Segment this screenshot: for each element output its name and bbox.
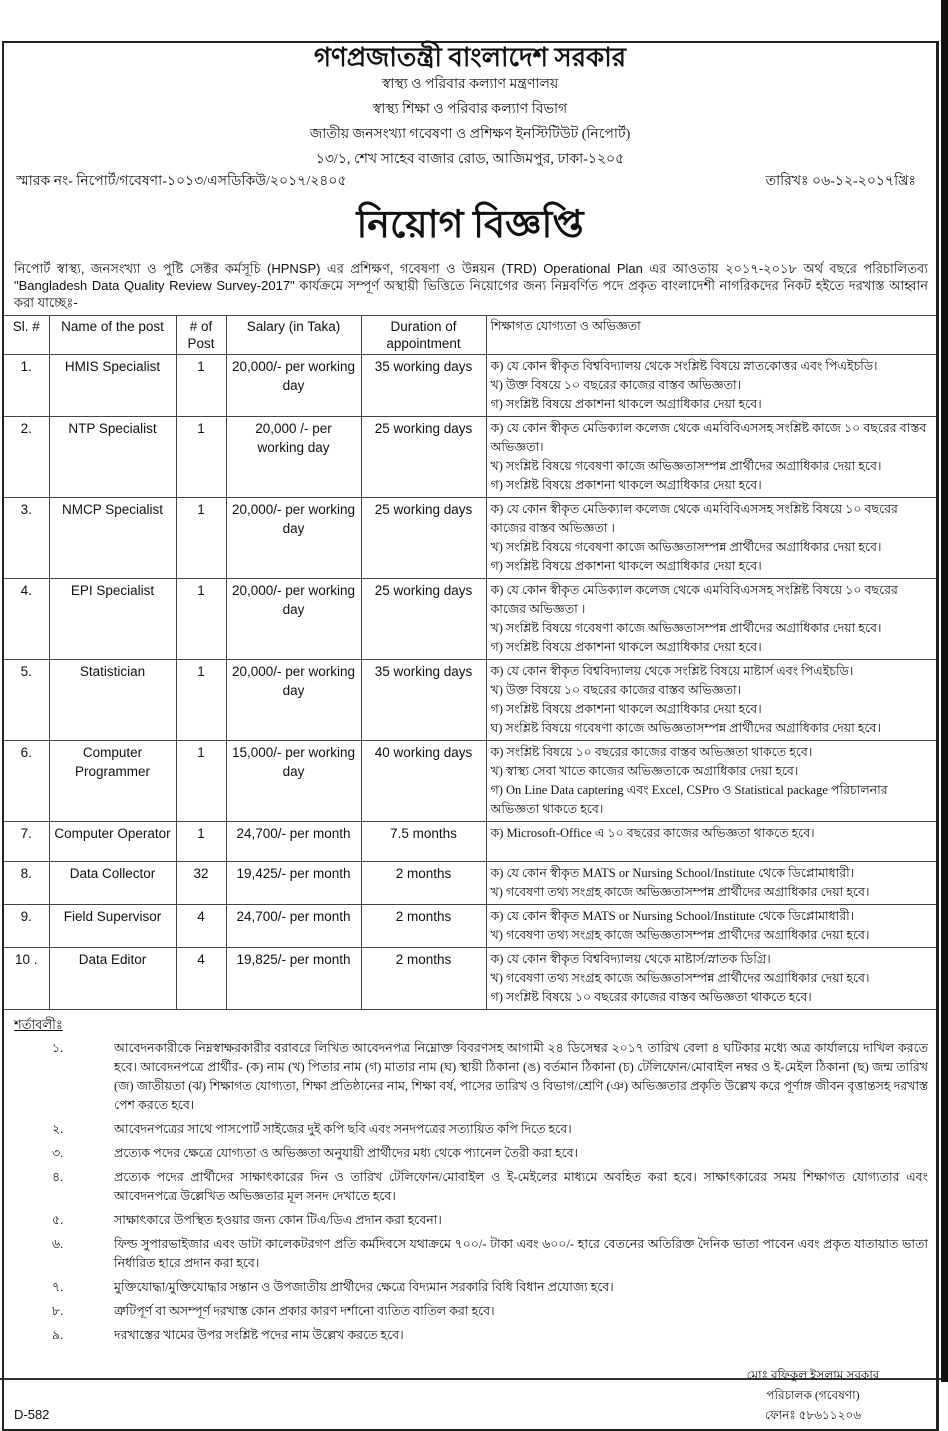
terms-title: শর্তাবলীঃ xyxy=(14,1017,63,1032)
notice-title: নিয়োগ বিজ্ঞপ্তি xyxy=(356,204,584,246)
row-duration: 25 working days xyxy=(361,579,486,660)
table-row xyxy=(4,417,936,498)
row-post: Data Editor xyxy=(49,948,176,1010)
row-sl: 1. xyxy=(4,355,49,417)
row-qualification xyxy=(486,417,936,498)
qualification-line: খ) গবেষণা তথ্য সংগ্রহ কাজে অভিজ্ঞতাসম্পন্ন প্রার্থীদের অগ্রাধিকার দেয়া হবে। xyxy=(490,971,870,985)
term-text: ত্রুটিপূর্ণ বা অসম্পূর্ণ দরখাস্ত কোন প্রকার কারণ দর্শানো ব্যতিত বাতিল করা হবে। xyxy=(114,1304,495,1318)
posts-table xyxy=(4,315,936,1010)
term-number: ৯. xyxy=(52,1328,64,1342)
table-row xyxy=(4,579,936,660)
term-number: ১. xyxy=(52,1041,64,1055)
row-salary: 24,700/- per month xyxy=(226,822,361,862)
table-row xyxy=(4,498,936,579)
signatory-designation: পরিচালক (গবেষণা) xyxy=(766,1388,860,1402)
row-duration: 35 working days xyxy=(361,355,486,417)
row-sl: 7. xyxy=(4,822,49,862)
row-post: Data Collector xyxy=(49,862,176,905)
term-item xyxy=(14,1039,928,1115)
row-count: 4 xyxy=(176,948,226,1010)
row-qualification xyxy=(486,862,936,905)
qualification-line: ক) যে কোন স্বীকৃত মেডিক্যাল কলেজ থেকে এমবিবিএসসহ সংশ্লিষ্ট কাজে ১০ বছরের বাস্তব অভিজ্ঞতা। xyxy=(490,421,927,454)
row-post: Computer Operator xyxy=(49,822,176,862)
qualification-line: ক) সংশ্লিষ্ট বিষয়ে ১০ বছরের কাজের বাস্তব অভিজ্ঞতা থাকতে হবে। xyxy=(490,745,813,759)
row-qualification xyxy=(486,660,936,741)
term-text: আবেদনপত্রের সাথে পাসপোর্ট সাইজের দুই কপি ছবি এবং সনদপত্রের সত্যায়িত কপি দিতে হবে। xyxy=(114,1122,572,1136)
qualification-line: ক) যে কোন স্বীকৃত বিশ্ববিদ্যালয় থেকে মাষ্টার্স/স্নাতক ডিগ্রি। xyxy=(490,952,771,966)
qualification-line: খ) গবেষণা তথ্য সংগ্রহ কাজে অভিজ্ঞতাসম্পন্ন প্রার্থীদের অগ্রাধিকার দেয়া হবে। xyxy=(490,928,870,942)
qualification-line: গ) সংশ্লিষ্ট বিষয়ে প্রকাশনা থাকলে অগ্রাধিকার দেয়া হবে। xyxy=(490,478,762,492)
row-count: 1 xyxy=(176,822,226,862)
row-salary: 19,425/- per month xyxy=(226,862,361,905)
row-count: 1 xyxy=(176,498,226,579)
row-duration: 2 months xyxy=(361,905,486,948)
term-number: ৩. xyxy=(52,1146,64,1160)
document-frame xyxy=(2,41,939,1431)
term-text: প্রত্যেক পদের প্রার্থীদের সাক্ষাৎকারের দিন ও তারিখ টেলিফোন/মোবাইল ও ই-মেইলের মাধ্যমে অবহিত করা হবে। সাক্ষাৎকারের সময় শিক্ষাগত যোগ্যতার এবং আবেদনপত্রে উল্লেখিত অভিজ্ঞতার মূল সনদ দেখাতে হবে। xyxy=(114,1170,928,1203)
qualification-line: গ) সংশ্লিষ্ট বিষয়ে প্রকাশনা থাকলে অগ্রাধিকার দেয়া হবে। xyxy=(490,640,762,654)
government-title: গণপ্রজাতন্ত্রী বাংলাদেশ সরকার xyxy=(313,43,627,72)
row-salary: 20,000/- per working day xyxy=(226,498,361,579)
row-qualification xyxy=(486,579,936,660)
qualification-line: গ) সংশ্লিষ্ট বিষয়ে প্রকাশনা থাকলে অগ্রাধিকার দেয়া হবে। xyxy=(490,397,762,411)
qualification-line: ক) Microsoft-Office এ ১০ বছরের কাজের অভিজ্ঞতা থাকতে হবে। xyxy=(490,826,815,840)
row-salary: 24,700/- per month xyxy=(226,905,361,948)
term-item xyxy=(14,1120,928,1139)
term-text: মুক্তিযোদ্ধা/মুক্তিযোদ্ধার সন্তান ও উপজাতীয় প্রার্থীদের ক্ষেত্রে বিদ্যমান সরকারি বিধি বিধান প্রযোজ্য হবে। xyxy=(114,1280,614,1294)
row-sl: 3. xyxy=(4,498,49,579)
row-count: 1 xyxy=(176,579,226,660)
table-header xyxy=(4,316,936,355)
row-sl: 6. xyxy=(4,741,49,822)
qualification-line: খ) স্বাস্থ্য সেবা খাতে কাজের অভিজ্ঞতাকে অগ্রাধিকার দেয়া হবে। xyxy=(490,764,799,778)
header-duration: Duration of appointment xyxy=(361,316,486,355)
address: ১৩/১, শেখ সাহেব বাজার রোড, আজিমপুর, ঢাকা-১২০৫ xyxy=(315,152,625,167)
qualification-line: ক) যে কোন স্বীকৃত MATS or Nursing School/Institute থেকে ডিপ্লোমাধারী। xyxy=(490,866,855,880)
row-count: 1 xyxy=(176,355,226,417)
term-number: ২. xyxy=(52,1122,64,1136)
row-duration: 40 working days xyxy=(361,741,486,822)
row-count: 32 xyxy=(176,862,226,905)
qualification-line: খ) উক্ত বিষয়ে ১০ বছরের কাজের বাস্তব অভিজ্ঞতা। xyxy=(490,378,742,392)
qualification-line: গ) সংশ্লিষ্ট বিষয়ে ১০ বছরের কাজের বাস্তব অভিজ্ঞতা থাকতে হবে। xyxy=(490,990,812,1004)
footer xyxy=(4,1345,936,1429)
row-qualification xyxy=(486,355,936,417)
row-post: Statistician xyxy=(49,660,176,741)
intro-paragraph: নিপোর্ট স্বাস্থ্য, জনসংখ্যা ও পুষ্টি সেক্টর কর্মসূচি (HPNSP) এর প্রশিক্ষণ, গবেষণা ও উন্নয়ন (TRD) Operational Plan এর আওতায় ২০১৭-২০১৮ অর্থ বছরে পরিচালিতব্য "Bangladesh Data Quality Review Survey-2017" কার্যক্রমে সম্পূর্ণ অস্থায়ী ভিত্তিতে নিয়োগের জন্য নিম্নবর্ণিত পদে প্রকৃত বাংলাদেশী নাগরিকদের নিকট হইতে দরখাস্ত আহ্বান করা যাচ্ছেঃ- xyxy=(14,261,928,310)
header-qualification: শিক্ষাগত যোগ্যতা ও অভিজ্ঞতা xyxy=(486,316,936,355)
term-number: ৭. xyxy=(52,1280,64,1294)
table-row xyxy=(4,741,936,822)
row-post: EPI Specialist xyxy=(49,579,176,660)
row-count: 4 xyxy=(176,905,226,948)
table-row xyxy=(4,355,936,417)
term-item xyxy=(14,1211,928,1230)
term-item xyxy=(14,1278,928,1297)
qualification-line: খ) গবেষণা তথ্য সংগ্রহ কাজে অভিজ্ঞতাসম্পন্ন প্রার্থীদের অগ্রাধিকার দেয়া হবে। xyxy=(490,885,870,899)
table-row xyxy=(4,822,936,862)
row-post: NTP Specialist xyxy=(49,417,176,498)
table-row xyxy=(4,948,936,1010)
row-duration: 25 working days xyxy=(361,417,486,498)
row-salary: 20,000/- per working day xyxy=(226,355,361,417)
terms-section xyxy=(14,1016,928,1345)
qualification-line: গ) On Line Data captering এবং Excel, CSPro ও Statistical package পরিচালনার অভিজ্ঞতা থাকতে হবে। xyxy=(490,783,888,816)
row-duration: 2 months xyxy=(361,948,486,1010)
qualification-line: খ) সংশ্লিষ্ট বিষয়ে গবেষণা কাজে অভিজ্ঞতাসম্পন্ন প্রার্থীদের অগ্রাধিকার দেয়া হবে। xyxy=(490,459,882,473)
term-item xyxy=(14,1235,928,1273)
row-salary: 20,000 /- per working day xyxy=(226,417,361,498)
qualification-line: ক) যে কোন স্বীকৃত মেডিক্যাল কলেজ থেকে এমবিবিএসসহ সংশ্লিষ্ট বিষয়ে ১০ বছরের কাজের বাস্তব অভিজ্ঞতা । xyxy=(490,502,898,535)
row-duration: 7.5 months xyxy=(361,822,486,862)
term-number: ৪. xyxy=(52,1170,64,1184)
row-post: NMCP Specialist xyxy=(49,498,176,579)
term-number: ৬. xyxy=(52,1237,64,1251)
row-sl: 9. xyxy=(4,905,49,948)
reference-row xyxy=(4,172,936,192)
row-salary: 20,000/- per working day xyxy=(226,660,361,741)
row-count: 1 xyxy=(176,417,226,498)
qualification-line: ক) যে কোন স্বীকৃত মেডিক্যাল কলেজ থেকে এমবিবিএসসহ সংশ্লিষ্ট বিষয়ে ১০ বছরের কাজের অভিজ্ঞতা । xyxy=(490,583,898,616)
term-text: দরখাস্তের খামের উপর সংশ্লিষ্ট পদের নাম উল্লেখ করতে হবে। xyxy=(114,1328,404,1342)
row-qualification xyxy=(486,905,936,948)
qualification-line: গ) সংশ্লিষ্ট বিষয়ে প্রকাশনা থাকলে অগ্রাধিকার দেয়া হবে। xyxy=(490,559,762,573)
qualification-line: ক) যে কোন স্বীকৃত বিশ্ববিদ্যালয় থেকে সংশ্লিষ্ট বিষয়ে স্নাতকোত্তর এবং পিএইচডি। xyxy=(490,359,878,373)
qualification-line: ক) যে কোন স্বীকৃত MATS or Nursing School/Institute থেকে ডিপ্লোমাধারী। xyxy=(490,909,855,923)
table-row xyxy=(4,905,936,948)
qualification-line: ক) যে কোন স্বীকৃত বিশ্ববিদ্যালয় থেকে সংশ্লিষ্ট বিষয়ে মাষ্টার্স এবং পিএইচডি। xyxy=(490,664,854,678)
qualification-line: খ) সংশ্লিষ্ট বিষয়ে গবেষণা কাজে অভিজ্ঞতাসম্পন্ন প্রার্থীদের অগ্রাধিকার দেয়া হবে। xyxy=(490,621,882,635)
term-text: সাক্ষাৎকারে উপস্থিত হওয়ার জন্য কোন টিএ/ডিএ প্রদান করা হবেনা। xyxy=(114,1213,442,1227)
term-item xyxy=(14,1302,928,1321)
scan-edge xyxy=(941,0,948,1382)
signature-block xyxy=(698,1365,928,1425)
row-count: 1 xyxy=(176,741,226,822)
signatory-phone: ফোনঃ ৫৮৬১১২০৬ xyxy=(764,1408,862,1422)
term-item xyxy=(14,1168,928,1206)
row-salary: 20,000/- per working day xyxy=(226,579,361,660)
row-sl: 10 . xyxy=(4,948,49,1010)
ministry: স্বাস্থ্য ও পরিবার কল্যাণ মন্ত্রণালয় xyxy=(381,77,559,92)
table-row xyxy=(4,862,936,905)
term-text: প্রত্যেক পদের ক্ষেত্রে যোগ্যতা ও অভিজ্ঞতা অনুযায়ী প্রার্থীদের মধ্য থেকে প্যানেল তৈরী করা হবে। xyxy=(114,1146,579,1160)
term-item xyxy=(14,1326,928,1345)
row-qualification xyxy=(486,822,936,862)
row-count: 1 xyxy=(176,660,226,741)
row-post: HMIS Specialist xyxy=(49,355,176,417)
row-salary: 15,000/- per working day xyxy=(226,741,361,822)
row-post: Computer Programmer xyxy=(49,741,176,822)
term-number: ৫. xyxy=(52,1213,64,1227)
document-code: D-582 xyxy=(14,1407,50,1422)
qualification-line: গ) সংশ্লিষ্ট বিষয়ে প্রকাশনা থাকলে অগ্রাধিকার দেয়া হবে। xyxy=(490,702,762,716)
row-qualification xyxy=(486,948,936,1010)
row-sl: 8. xyxy=(4,862,49,905)
row-qualification xyxy=(486,498,936,579)
row-salary: 19,825/- per month xyxy=(226,948,361,1010)
qualification-line: খ) উক্ত বিষয়ে ১০ বছরের কাজের বাস্তব অভিজ্ঞতা। xyxy=(490,683,742,697)
row-sl: 2. xyxy=(4,417,49,498)
signatory-name: মোঃ রফিকুল ইসলাম সরকার xyxy=(746,1368,880,1382)
header-sl: Sl. # xyxy=(4,316,49,355)
row-duration: 25 working days xyxy=(361,498,486,579)
issue-date: তারিখঃ ০৬-১২-২০১৭খ্রিঃ xyxy=(765,174,916,189)
term-item xyxy=(14,1144,928,1163)
term-number: ৮. xyxy=(52,1304,64,1318)
row-duration: 2 months xyxy=(361,862,486,905)
header-count: # of Post xyxy=(176,316,226,355)
row-duration: 35 working days xyxy=(361,660,486,741)
division: স্বাস্থ্য শিক্ষা ও পরিবার কল্যাণ বিভাগ xyxy=(372,102,568,117)
row-qualification xyxy=(486,741,936,822)
header-salary: Salary (in Taka) xyxy=(226,316,361,355)
memo-number: স্মারক নং- নিপোর্ট/গবেষণা-১০১৩/এসডিকিউ/২০১৭/২৪০৫ xyxy=(16,174,347,189)
row-sl: 4. xyxy=(4,579,49,660)
term-text: আবেদনকারীকে নিম্নস্বাক্ষরকারীর বরাবরে লিখিত আবেদনপত্র নিম্নোক্ত বিবরণসহ আগামী ২৪ ডিসেম্বর ২০১৭ তারিখ বেলা ৪ ঘটিকার মধ্যে অত্র কার্যালয়ে দাখিল করতে হবে। আবেদনপত্রে প্রার্থীর- (ক) নাম (খ) পিতার নাম (গ) মাতার নাম (ঘ) স্থায়ী ঠিকানা (ঙ) বর্তমান ঠিকানা (চ) টেলিফোন/মোবাইল নম্বর ও ই-মেইল ঠিকানা (ছ) জন্ম তারিখ (জ) জাতীয়তা (ঝ) শিক্ষাগত যোগ্যতা, শিক্ষা প্রতিষ্ঠানের নাম, শিক্ষা বর্ষ, পাসের তারিখ ও বিভাগ/শ্রেণি (ঞ) অভিজ্ঞতার প্রকৃতি উল্লেখ করে পূর্ণাঙ্গ জীবন বৃত্তান্তসহ দরখাস্ত পেশ করতে হবে। xyxy=(114,1041,928,1112)
term-text: ফিল্ড সুপারভাইজার এবং ডাটা কালেকটরগণ প্রতি কর্মদিবসে যথাক্রমে ৭০০/- টাকা এবং ৬০০/- হারে বেতনের অতিরিক্ত দৈনিক ভাতা পাবেন এবং প্রকৃত যাতায়াত ভাতা নির্ধারিত হারে প্রদান করা হবে। xyxy=(114,1237,928,1270)
institute: জাতীয় জনসংখ্যা গবেষণা ও প্রশিক্ষণ ইনস্টিটিউট (নিপোর্ট) xyxy=(309,127,631,142)
qualification-line: খ) সংশ্লিষ্ট বিষয়ে গবেষণা কাজে অভিজ্ঞতাসম্পন্ন প্রার্থীদের অগ্রাধিকার দেয়া হবে। xyxy=(490,540,882,554)
table-row xyxy=(4,660,936,741)
row-post: Field Supervisor xyxy=(49,905,176,948)
header-post: Name of the post xyxy=(49,316,176,355)
row-sl: 5. xyxy=(4,660,49,741)
qualification-line: ঘ) সংশ্লিষ্ট বিষয়ে গবেষণা কাজে অভিজ্ঞতাসম্পন্ন প্রার্থীদের অগ্রাধিকার দেয়া হবে। xyxy=(490,721,881,735)
